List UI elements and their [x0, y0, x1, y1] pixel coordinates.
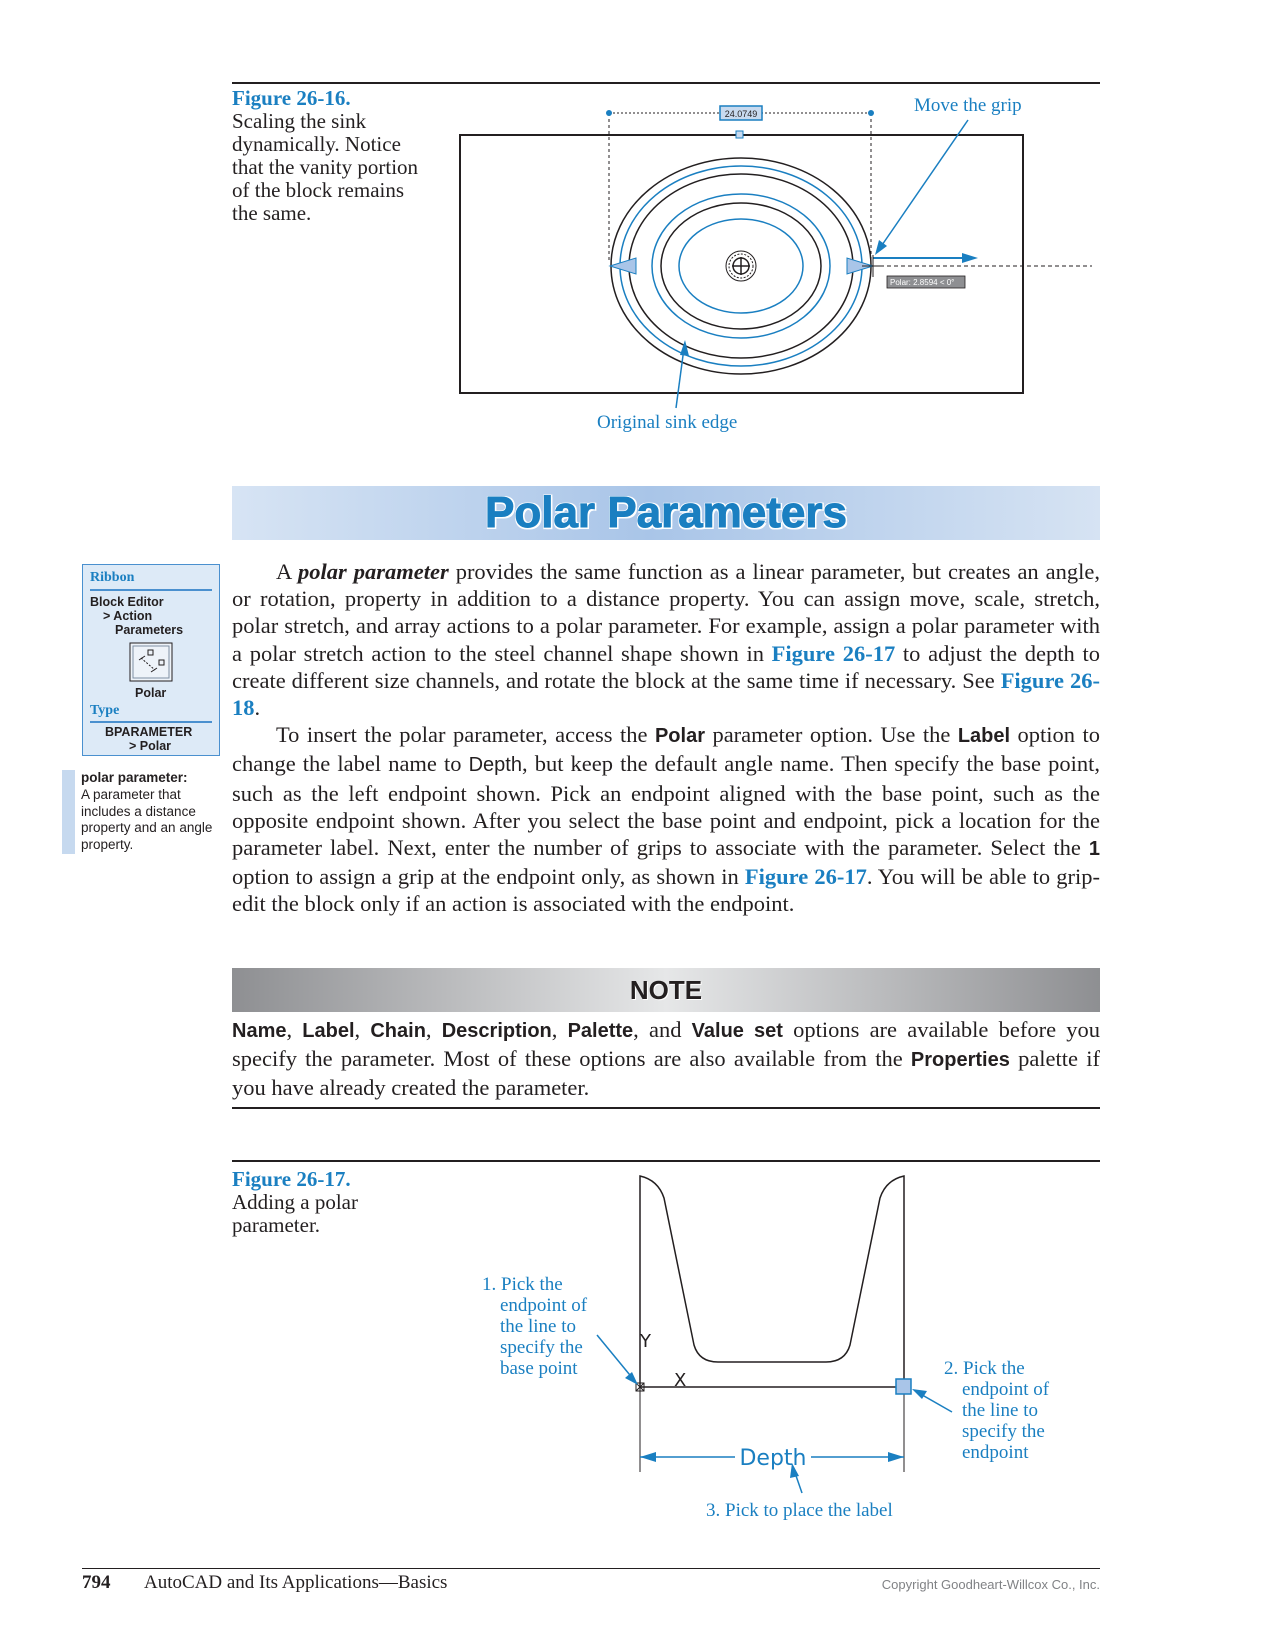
figure-26-16-drawing [0, 0, 1274, 450]
glossary-definition: A parameter that includes a distance property and an angle property. [81, 786, 213, 853]
ribbon-divider [90, 589, 212, 591]
dim-value-text: 24.0749 [724, 109, 758, 119]
figure-26-17-drawing [0, 1160, 1274, 1530]
depth-label: Depth [739, 1446, 807, 1471]
option-label: Label [957, 725, 1011, 748]
polar-tooltip-text: Polar: 2.8594 < 0° [890, 278, 955, 287]
left-stretch-grip [610, 258, 636, 274]
body-text [232, 558, 1100, 918]
section-title: Polar Parameters [485, 488, 847, 537]
ucs-x-label: X [674, 1370, 687, 1391]
glossary-entry [62, 770, 233, 854]
original-sink-edge-callout: Original sink edge [597, 412, 738, 433]
type-divider [90, 721, 212, 723]
note-paragraph: Name, Label, Chain, Description, Palette, and Value set options are available before you specify the parameter. Most of these options are also available from the Properties palette if you have already created the parameter. [232, 1017, 1100, 1101]
copyright: Copyright Goodheart-Willcox Co., Inc. [881, 1577, 1100, 1592]
note-bottom-rule [232, 1107, 1100, 1109]
figure-26-17-number: Figure 26-17. [232, 1167, 351, 1191]
term-polar-parameter: polar parameter [297, 559, 449, 584]
polar-button-label: Polar [135, 686, 167, 700]
glossary-term: polar parameter: [81, 770, 188, 785]
ribbon-path-action: > Action [103, 609, 153, 623]
book-title: AutoCAD and Its Applications—Basics [144, 1572, 448, 1593]
typed-depth: Depth [468, 754, 522, 777]
figure-ref-26-17[interactable]: Figure 26-17 [771, 640, 896, 666]
ribbon-path-block-editor: Block Editor [90, 595, 164, 609]
paragraph-2: To insert the polar parameter, access the Polar parameter option. Use the Label option to change the label name to Depth, but keep the default angle name. Then specify the base point, such as the left endpoint shown. Pick an endpoint aligned with the base point, such as the opposite endpoint shown. After you select the base point and endpoint, pick a location for the parameter label. Next, enter the number of grips to associate with the parameter. Select the 1 option to assign a grip at the endpoint only, as shown in Figure 26-17. You will be able to grip-edit the block only if an action is associated with the endpoint. [232, 722, 1100, 917]
callout-3: 3. Pick to place the label [706, 1500, 893, 1521]
ribbon-access-box [82, 564, 220, 756]
page-number: 794 [82, 1572, 111, 1593]
figure-26-16-caption-text: Scaling the sink dynamically. Notice that the vanity portion of the block remains the same. [232, 109, 419, 225]
ucs-y-label: Y [640, 1331, 651, 1352]
option-polar: Polar [654, 725, 705, 748]
sink-edge-leader [676, 348, 684, 408]
figure-ref-26-17-second[interactable]: Figure 26-17 [744, 864, 867, 890]
endpoint-grip [896, 1379, 911, 1394]
move-grip-callout: Move the grip [914, 95, 1022, 116]
figure-26-17-caption-text: Adding a polar parameter. [232, 1190, 358, 1237]
steel-channel-outline [640, 1176, 904, 1387]
callout-1: 1. Pick the endpoint of the line to specify the base point [482, 1274, 588, 1379]
dim-endpoint-left [606, 110, 612, 116]
figure-ref-26-18[interactable]: Figure 26-18 [232, 667, 1100, 721]
type-command-option: > Polar [129, 739, 172, 753]
top-grip [736, 131, 743, 138]
polar-button-icon[interactable] [129, 642, 173, 682]
type-label: Type [90, 703, 120, 718]
option-1: 1 [1088, 838, 1100, 861]
type-command: BPARAMETER [105, 725, 193, 739]
figure-26-16-number: Figure 26-16. [232, 86, 351, 110]
note-text [232, 1016, 1100, 1102]
section-heading-banner [232, 486, 1100, 540]
ribbon-label: Ribbon [90, 570, 135, 585]
move-grip-leader [880, 120, 968, 248]
note-banner [232, 968, 1100, 1012]
ribbon-path-parameters: Parameters [115, 623, 184, 637]
note-title: NOTE [629, 975, 703, 1005]
callout-2: 2. Pick the endpoint of the line to specify the endpoint [944, 1358, 1050, 1463]
callout-1-leader [597, 1335, 634, 1380]
dim-endpoint-right [868, 110, 874, 116]
paragraph-1: A polar parameter provides the same function as a linear parameter, but creates an angle, or rotation, property in addition to a distance property. You can assign move, scale, stretch, polar stretch, and array actions to a polar parameter. For example, assign a polar parameter with a polar stretch action to the steel channel shape shown in Figure 26-17 to adjust the depth to create different size channels, and rotate the block at the same time if necessary. See Figure 26-18. [232, 559, 1100, 721]
footer-rule [82, 1568, 1100, 1569]
